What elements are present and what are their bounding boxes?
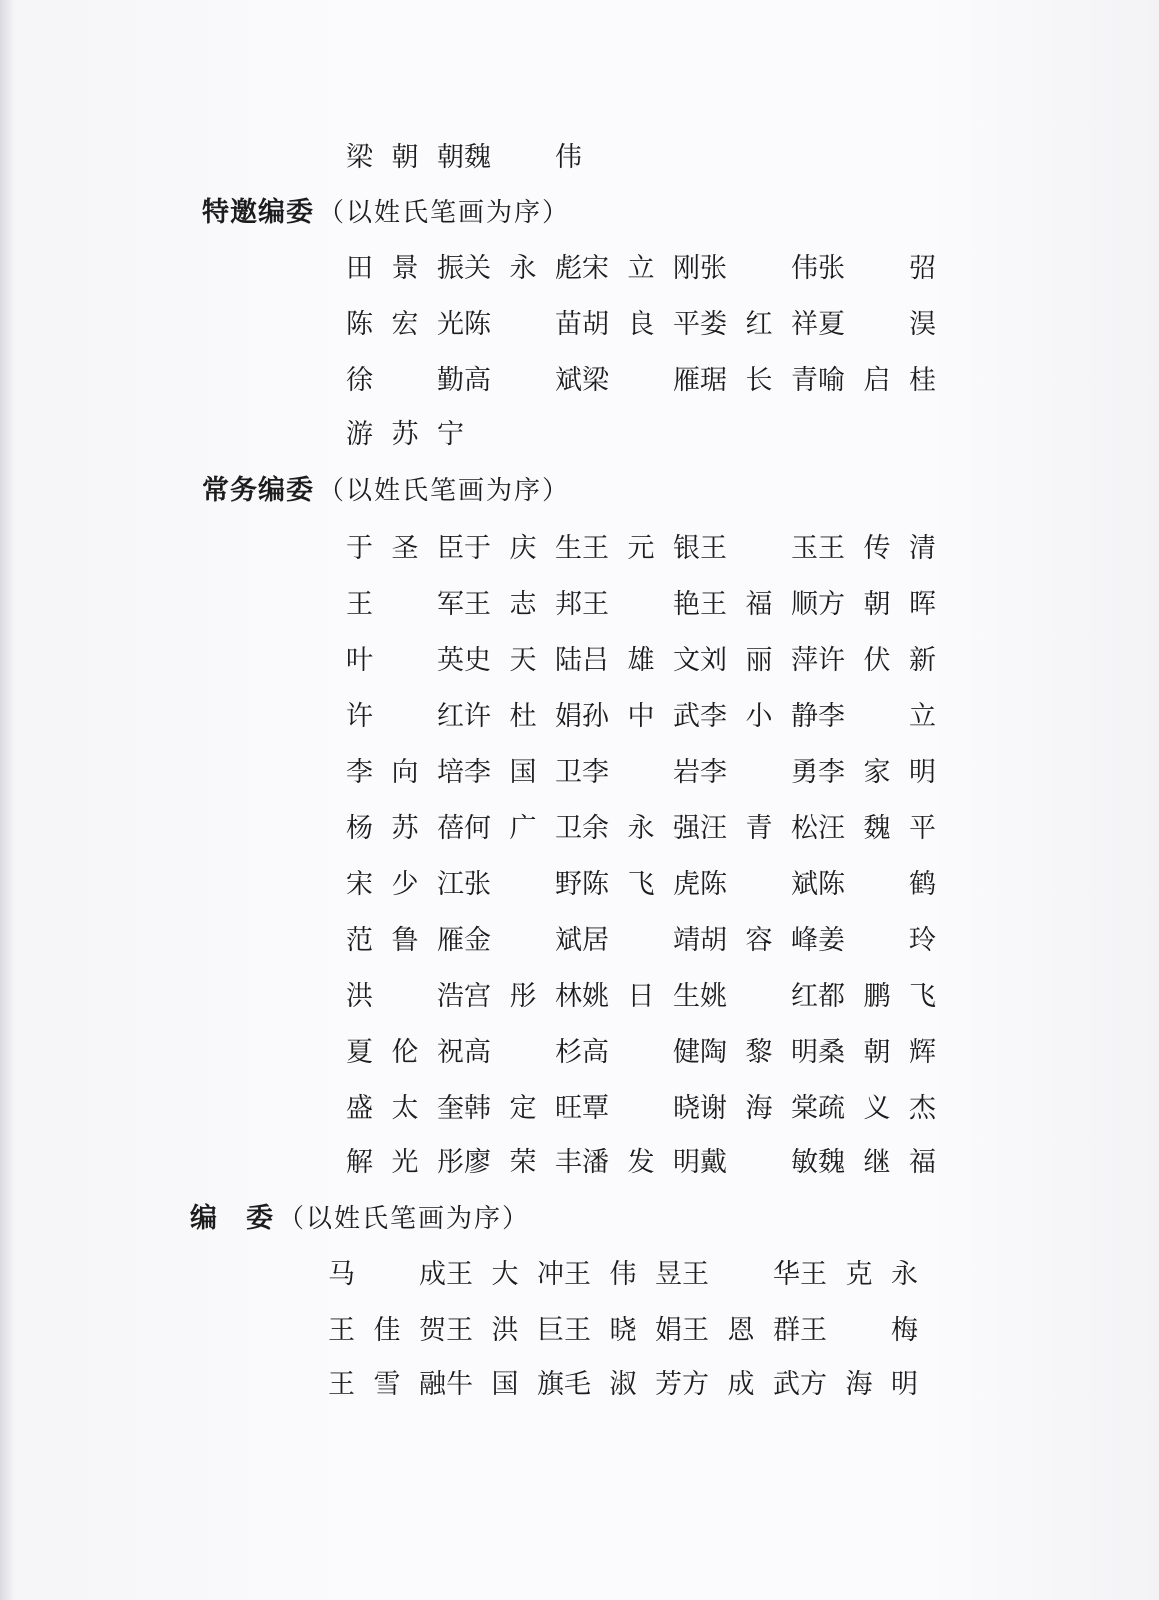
name: 孙中武 (582, 701, 700, 732)
name-row (346, 638, 936, 684)
name: 高 杉 (464, 1037, 582, 1068)
name: 许杜娟 (464, 701, 582, 732)
name: 王 艳 (582, 589, 700, 620)
name-row (346, 246, 936, 292)
name: 宋立刚 (582, 253, 700, 284)
name: 王大冲 (446, 1259, 564, 1290)
name: 吕雄文 (582, 645, 700, 676)
name: 方朝晖 (818, 589, 936, 620)
name: 王伟昱 (564, 1259, 682, 1290)
name-row (346, 1030, 936, 1076)
name: 梁 雁 (582, 365, 700, 396)
name: 许 红 (346, 701, 464, 732)
name: 陈 鹤 (818, 869, 936, 900)
name: 马 成 (328, 1259, 446, 1290)
name: 于庆生 (464, 533, 582, 564)
name: 陈宏光 (346, 309, 464, 340)
name: 李向培 (346, 757, 464, 788)
name: 娄红祥 (700, 309, 818, 340)
name: 夏 淏 (818, 309, 936, 340)
name: 解光彤 (346, 1147, 464, 1178)
name: 胡良平 (582, 309, 700, 340)
section-heading-special (202, 190, 570, 236)
name: 王志邦 (464, 589, 582, 620)
name: 覃 晓 (582, 1093, 700, 1124)
name: 张 野 (464, 869, 582, 900)
name: 李 勇 (700, 757, 818, 788)
name: 盛太奎 (346, 1093, 464, 1124)
name-row (346, 694, 936, 740)
name-row (346, 1140, 936, 1186)
name: 戴 敏 (700, 1147, 818, 1178)
name: 王 军 (346, 589, 464, 620)
name: 王元银 (582, 533, 700, 564)
name-row (346, 302, 936, 348)
section-title: 特邀编委 (202, 197, 314, 228)
name: 魏 伟 (464, 142, 582, 173)
name: 王恩群 (682, 1315, 800, 1346)
name: 游苏宁 (346, 419, 464, 450)
name: 王传清 (818, 533, 936, 564)
name-row (346, 750, 936, 796)
section-order-note: （以姓氏笔画为序） (278, 1204, 531, 1234)
name: 宋少江 (346, 869, 464, 900)
name-row (346, 918, 936, 964)
name: 于圣臣 (346, 533, 464, 564)
name-row (346, 358, 936, 404)
name: 王洪巨 (446, 1315, 564, 1346)
name: 魏继福 (818, 1147, 936, 1178)
name: 关永彪 (464, 253, 582, 284)
section-title: 常务编委 (202, 475, 314, 506)
name: 余永强 (582, 813, 700, 844)
section-order-note: （以姓氏笔画为序） (318, 476, 571, 506)
name: 王 华 (682, 1259, 800, 1290)
name: 陶黎明 (700, 1037, 818, 1068)
name: 潘发明 (582, 1147, 700, 1178)
name: 廖荣丰 (464, 1147, 582, 1178)
name: 王雪融 (328, 1369, 446, 1400)
name-row (346, 974, 936, 1020)
top-names-row (346, 135, 582, 181)
name: 徐 勤 (346, 365, 464, 396)
name: 王 梅 (800, 1315, 918, 1346)
name: 许伏新 (818, 645, 936, 676)
name: 胡容峰 (700, 925, 818, 956)
name-row (328, 1308, 918, 1354)
name: 王佳贺 (328, 1315, 446, 1346)
name: 高 斌 (464, 365, 582, 396)
name: 李 立 (818, 701, 936, 732)
name: 史天陆 (464, 645, 582, 676)
name: 梁朝朝 (346, 142, 464, 173)
name: 李 岩 (582, 757, 700, 788)
name: 毛淑芳 (564, 1369, 682, 1400)
name: 牛国旗 (446, 1369, 564, 1400)
name: 喻启桂 (818, 365, 936, 396)
name: 方海明 (800, 1369, 918, 1400)
section-title: 编 委 (190, 1203, 274, 1234)
name-row (346, 862, 936, 908)
name: 疏义杰 (818, 1093, 936, 1124)
name: 桑朝辉 (818, 1037, 936, 1068)
name: 李家明 (818, 757, 936, 788)
name: 王 玉 (700, 533, 818, 564)
name: 汪魏平 (818, 813, 936, 844)
name: 陈飞虎 (582, 869, 700, 900)
name: 王克永 (800, 1259, 918, 1290)
name: 王福顺 (700, 589, 818, 620)
name: 姚日生 (582, 981, 700, 1012)
name: 都鹏飞 (818, 981, 936, 1012)
name: 谢海棠 (700, 1093, 818, 1124)
name-row (346, 582, 936, 628)
name: 陈 斌 (700, 869, 818, 900)
name: 夏伦祝 (346, 1037, 464, 1068)
name: 李国卫 (464, 757, 582, 788)
name: 陈 苗 (464, 309, 582, 340)
name: 琚长青 (700, 365, 818, 396)
name-row (346, 1086, 936, 1132)
name: 李小静 (700, 701, 818, 732)
name-row (346, 412, 464, 458)
name: 姜 玲 (818, 925, 936, 956)
section-heading-members (190, 1196, 530, 1242)
name: 宫彤林 (464, 981, 582, 1012)
name-row (346, 526, 936, 572)
name: 洪 浩 (346, 981, 464, 1012)
name: 姚 红 (700, 981, 818, 1012)
name: 叶 英 (346, 645, 464, 676)
name: 杨苏蓓 (346, 813, 464, 844)
name: 范鲁雁 (346, 925, 464, 956)
name-row (328, 1362, 918, 1408)
name: 田景振 (346, 253, 464, 284)
name: 韩定旺 (464, 1093, 582, 1124)
name: 居 靖 (582, 925, 700, 956)
name: 汪青松 (700, 813, 818, 844)
name: 金 斌 (464, 925, 582, 956)
section-heading-standing (202, 468, 570, 514)
name: 刘丽萍 (700, 645, 818, 676)
name: 高 健 (582, 1037, 700, 1068)
name: 张 弨 (818, 253, 936, 284)
section-order-note: （以姓氏笔画为序） (318, 198, 571, 228)
name: 张 伟 (700, 253, 818, 284)
scan-edge-shadow (0, 0, 14, 1600)
name: 何广卫 (464, 813, 582, 844)
name-row (346, 806, 936, 852)
name: 方成武 (682, 1369, 800, 1400)
name-row (328, 1252, 918, 1298)
name: 王晓娟 (564, 1315, 682, 1346)
